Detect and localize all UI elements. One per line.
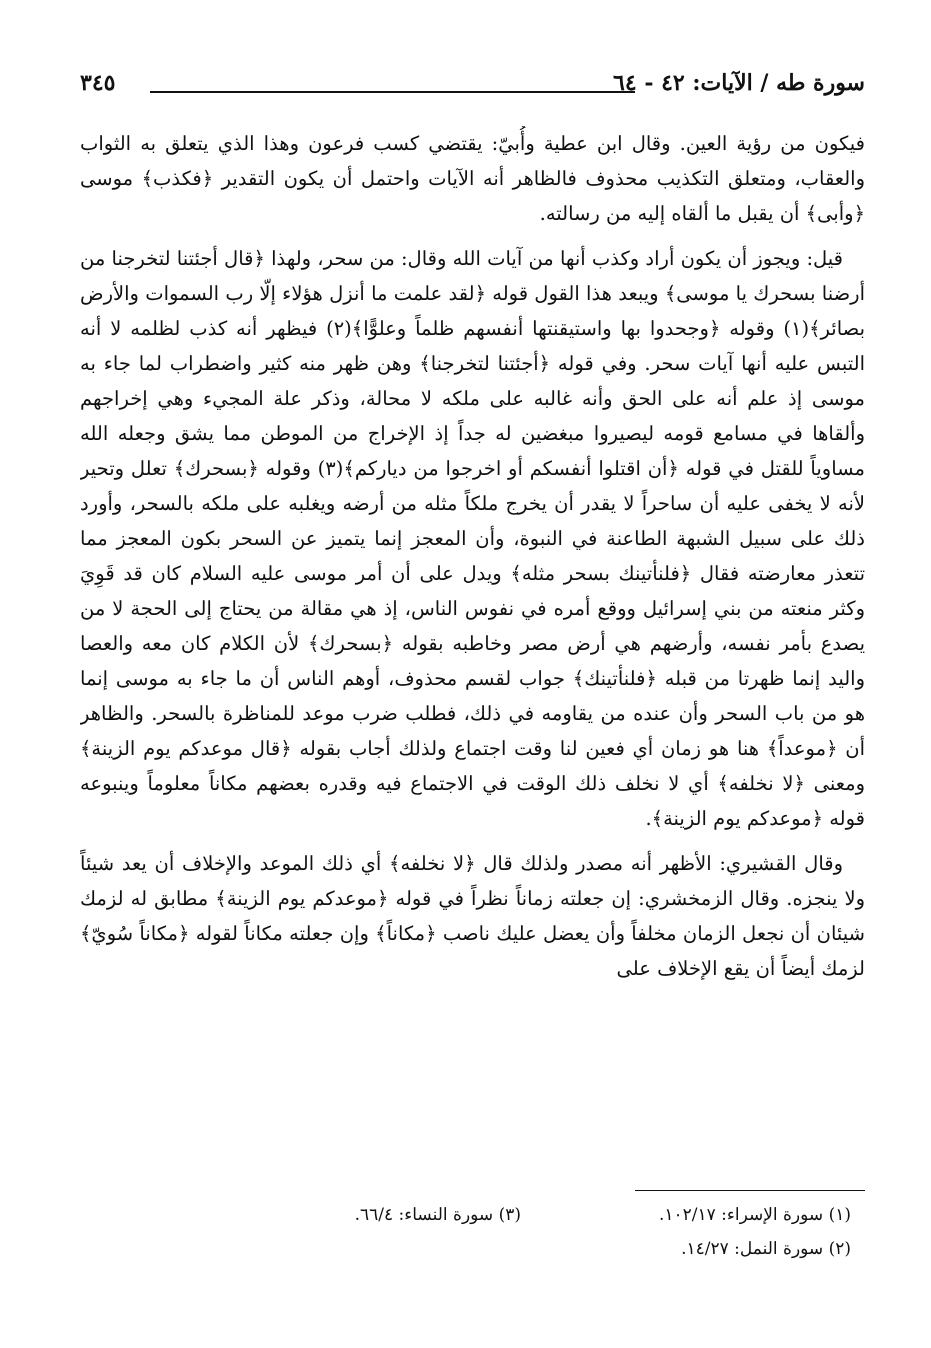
body-text: [80, 126, 865, 1186]
paragraph: قيل: ويجوز أن يكون أراد وكذب أنها من آيات الله وقال: من سحر، ولهذا ﴿قال أجئتنا لتخرجنا من أرضنا بسحرك يا موسى﴾ ويبعد هذا القول قوله ﴿لقد علمت ما أنزل هؤلاء إلّا رب السموات والأرض بصائر﴾(١) وقوله ﴿وجحدوا بها واستيقنتها أنفسهم ظلماً وعلوًّا﴾(٢) فيظهر أنه كذب لظلمه لا أنه التبس عليه أنها آيات سحر. وفي قوله ﴿أجئتنا لتخرجنا﴾ وهن ظهر منه كثير واضطراب لما جاء به موسى إذ علم أنه على الحق وأنه غالبه على ملكه لا محالة، وذكر علة المجيء وهي إخراجهم وألقاها في مسامع قومه ليصيروا مبغضين له جداً إذ الإخراج من الموطن مما يشق وجعله الله مساوياً للقتل في قوله ﴿أن اقتلوا أنفسكم أو اخرجوا من دياركم﴾(٣) وقوله ﴿بسحرك﴾ تعلل وتحير لأنه لا يخفى عليه أن ساحراً لا يقدر أن يخرج ملكاً مثله من أرضه ويغلبه على ملكه بالسحر، وأورد ذلك على سبيل الشبهة الطاعنة في النبوة، وأن المعجز إنما يتميز عن السحر بكون المعجز مما تتعذر معارضته فقال ﴿فلنأتينك بسحر مثله﴾ ويدل على أن أمر موسى عليه السلام كان قد قَوِيَ وكثر منعته من بني إسرائيل ووقع أمره في نفوس الناس، إذ هي مقالة من يحتاج إلى الحجة لا من يصدع بأمر نفسه، وأرضهم هي أرض مصر وخاطبه بقوله ﴿بسحرك﴾ لأن الكلام كان معه والعصا واليد إنما ظهرتا من قبله ﴿فلنأتينك﴾ جواب لقسم محذوف، أوهم الناس أن ما جاء به موسى إنما هو من باب السحر وأن عنده من يقاومه في ذلك، فطلب ضرب موعد للمناظرة بالسحر. والظاهر أن ﴿موعداً﴾ هنا هو زمان أي فعين لنا وقت اجتماع ولذلك أجاب بقوله ﴿قال موعدكم يوم الزينة﴾ ومعنى ﴿لا نخلفه﴾ أي لا نخلف ذلك الوقت في الاجتماع فيه وقدره بعضهم مكاناً معلوماً وينبوعه قوله ﴿موعدكم يوم الزينة﴾.: [80, 247, 865, 830]
paragraph: وقال القشيري: الأظهر أنه مصدر ولذلك قال ﴿لا نخلفه﴾ أي ذلك الموعد والإخلاف أن يعد شيئاً ولا ينجزه. وقال الزمخشري: إن جعلته زماناً نظراً في قوله ﴿موعدكم يوم الزينة﴾ مطابق له لزمك شيئان أن نجعل الزمان مخلفاً وأن يعضل عليك ناصب ﴿مكاناً﴾ وإن جعلته مكاناً لقوله ﴿مكاناً سُويّ﴾ لزمك أيضاً أن يقع الإخلاف على: [80, 852, 865, 980]
footnote-row: [150, 1232, 851, 1266]
footnotes: [150, 1198, 851, 1266]
footnote-row: [150, 1198, 851, 1232]
page-header: [80, 70, 865, 110]
header-rule: [150, 91, 635, 93]
footnote: (١) سورة الإسراء: ١٠٢/١٧.: [658, 1205, 851, 1225]
footnote-separator: [635, 1190, 865, 1191]
page-number: ٣٤٥: [80, 70, 116, 96]
footnote: (٣) سورة النساء: ٦٦/٤.: [354, 1205, 521, 1225]
paragraph: فيكون من رؤية العين. وقال ابن عطية وأُبيّ: يقتضي كسب فرعون وهذا الذي يتعلق به الثواب والعقاب، ومتعلق التكذيب محذوف فالظاهر أنه الآيات واحتمل أن يكون التقدير ﴿فكذب﴾ موسى ﴿وأبى﴾ أن يقبل ما ألقاه إليه من رسالته.: [80, 132, 865, 225]
footnote: (٢) سورة النمل: ١٤/٢٧.: [681, 1239, 851, 1259]
header-title: سورة طه / الآيات: ٤٢ - ٦٤: [613, 70, 865, 96]
